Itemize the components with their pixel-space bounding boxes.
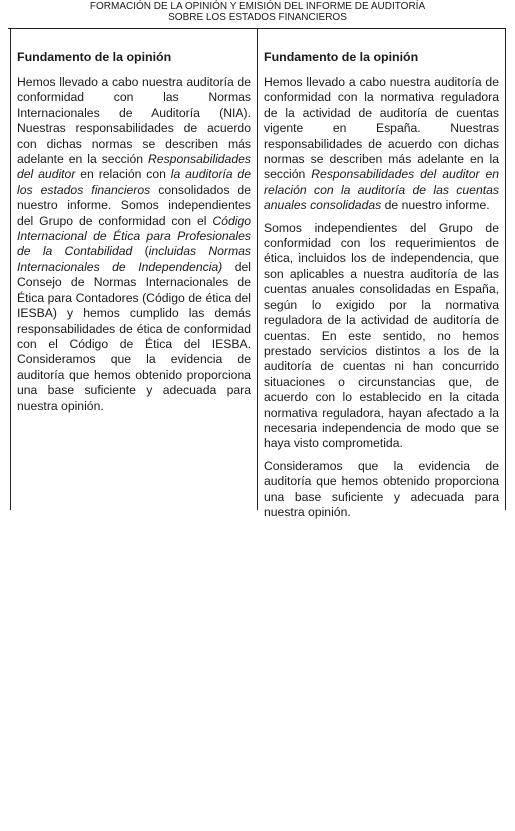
text-run: de nuestro informe. xyxy=(381,198,490,213)
italic-text-run: Código Internacional de Ética para Profesionales de la Contabilidad xyxy=(17,213,251,259)
header-title-line-1: FORMACIÓN DE LA OPINIÓN Y EMISIÓN DEL INFORME DE AUDITORÍA xyxy=(89,1,426,12)
right-column-paragraph-2: Somos independientes del Grupo de conformidad con los requerimientos de ética, incluidos los de independencia, que son aplicables a nuestra auditoría de las cuentas anuales consolidadas en España, según lo exigido por la normativa reguladora de la actividad de auditoría de cuentas. En este sentido, no hemos prestado servicios distintos a los de la auditoría de cuentas ni han concurrido situaciones o circunstancias que, de acuerdo con lo establecido en la citada normativa reguladora, hayan afectado a la necesaria independencia de modo que se haya visto comprometida. xyxy=(264,220,499,451)
right-border xyxy=(505,29,506,510)
text-run: del Consejo de Normas Internacionales de Ética para Contadores (Código de ética del IESBA) y hemos cumplido las demás responsabilidades de ética de conformidad con el Código de Ética del IESBA. Consideramos que la evidencia de auditoría que hemos obtenido proporciona una base suficiente y adecuada para nuestra opinión. xyxy=(17,259,251,413)
text-run: ( xyxy=(132,244,149,259)
text-run: consolidados de nuestro informe. Somos independientes del Grupo de conformidad con el xyxy=(17,182,251,228)
left-column-heading: Fundamento de la opinión xyxy=(17,50,172,64)
document-header xyxy=(0,1,515,23)
left-border xyxy=(10,29,11,510)
text-run: Hemos llevado a cabo nuestra auditoría de conformidad con las Normas Internacionales de Auditoría (NIA). Nuestras responsabilidades de acuerdo con dichas normas se describen más adelante en la sección xyxy=(17,75,251,167)
header-title-line-2: SOBRE LOS ESTADOS FINANCIEROS xyxy=(168,12,347,23)
right-column-paragraph-3: Consideramos que la evidencia de auditoría que hemos obtenido proporciona una base suficiente y adecuada para nuestra opinión. xyxy=(264,458,499,519)
left-column-paragraph-1 xyxy=(17,75,251,414)
right-column-heading: Fundamento de la opinión xyxy=(264,50,419,64)
right-column-paragraph-1 xyxy=(264,75,499,214)
right-column xyxy=(264,50,499,527)
left-column xyxy=(17,50,251,421)
italic-text-run: la auditoría de los estados financieros xyxy=(17,167,251,197)
italic-text-run: Responsabilidades del auditor xyxy=(17,152,251,182)
column-divider xyxy=(257,29,258,510)
text-run: Hemos llevado a cabo nuestra auditoría de conformidad con la normativa reguladora de la actividad de auditoría de cuentas vigente en España. Nuestras responsabilidades de acuerdo con dichas normas se describen más adelante en la sección xyxy=(264,75,499,182)
italic-text-run: Responsabilidades del auditor en relación con la auditoría de las cuentas anuales consolidadas xyxy=(264,167,499,213)
text-run: en relación con xyxy=(75,167,171,182)
italic-text-run: incluidas Normas Internacionales de Independencia) xyxy=(17,244,251,274)
